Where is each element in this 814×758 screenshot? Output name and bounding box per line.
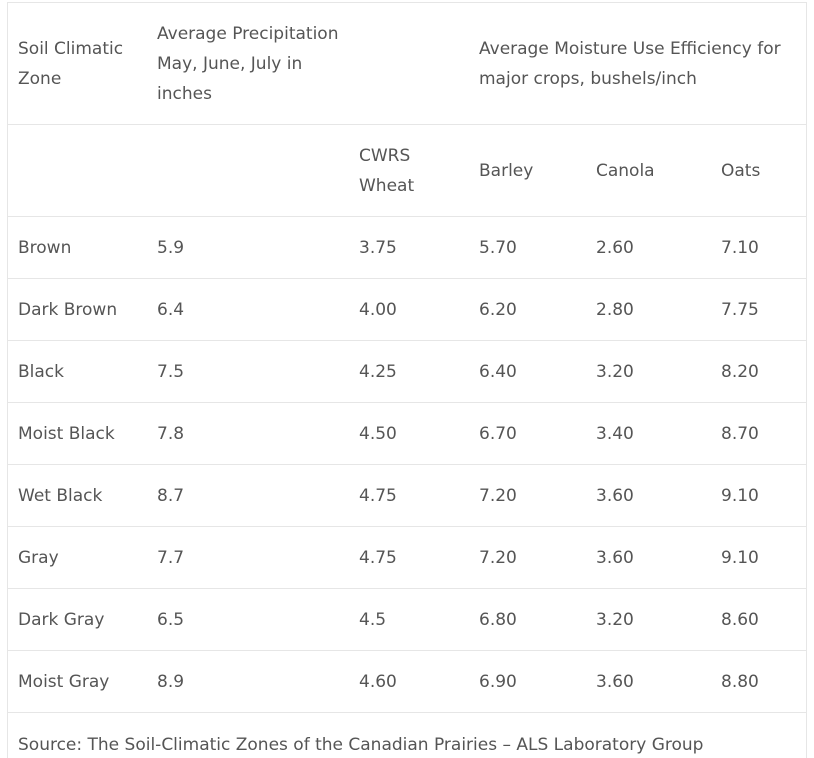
source-note: Source: The Soil-Climatic Zones of the Canadian Prairies – ALS Laboratory Group (18, 735, 704, 755)
cell-barley: 7.20 (469, 465, 586, 527)
cell-precip: 7.7 (147, 527, 349, 589)
cell-wheat: 4.60 (349, 651, 469, 713)
crop-header-canola: Canola (586, 125, 711, 217)
cell-wheat: 3.75 (349, 217, 469, 279)
crop-header-barley: Barley (469, 125, 586, 217)
cell-zone: Gray (8, 527, 147, 589)
cell-precip: 5.9 (147, 217, 349, 279)
cell-zone: Dark Brown (8, 279, 147, 341)
header-precipitation: Average Precipitation May, June, July in inches (147, 3, 349, 125)
cell-canola: 2.80 (586, 279, 711, 341)
cell-barley: 6.20 (469, 279, 586, 341)
header-zone: Soil Climatic Zone (8, 3, 147, 125)
table-row (8, 527, 807, 589)
crop-header-oats: Oats (711, 125, 807, 217)
cell-wheat: 4.25 (349, 341, 469, 403)
header-row (8, 3, 807, 125)
cell-wheat: 4.75 (349, 527, 469, 589)
cell-canola: 3.60 (586, 465, 711, 527)
table-row (8, 651, 807, 713)
cell-canola: 3.20 (586, 341, 711, 403)
header-empty (349, 3, 469, 125)
table-row (8, 217, 807, 279)
cell-wheat: 4.75 (349, 465, 469, 527)
table-row (8, 589, 807, 651)
table-row (8, 403, 807, 465)
cell-barley: 6.70 (469, 403, 586, 465)
cell-precip: 6.4 (147, 279, 349, 341)
cell-canola: 2.60 (586, 217, 711, 279)
cell-oats: 9.10 (711, 465, 807, 527)
cell-oats: 8.70 (711, 403, 807, 465)
cell-oats: 8.20 (711, 341, 807, 403)
cell-barley: 7.20 (469, 527, 586, 589)
cell-precip: 8.9 (147, 651, 349, 713)
table-row (8, 465, 807, 527)
cell-zone: Moist Black (8, 403, 147, 465)
cell-wheat: 4.50 (349, 403, 469, 465)
cell-barley: 5.70 (469, 217, 586, 279)
cell-zone: Wet Black (8, 465, 147, 527)
cell-barley: 6.90 (469, 651, 586, 713)
crop-header-empty-1 (8, 125, 147, 217)
crop-header-row (8, 125, 807, 217)
source-row (8, 713, 807, 758)
cell-wheat: 4.5 (349, 589, 469, 651)
cell-oats: 7.75 (711, 279, 807, 341)
crop-header-empty-2 (147, 125, 349, 217)
cell-oats: 9.10 (711, 527, 807, 589)
cell-zone: Black (8, 341, 147, 403)
header-moisture-efficiency: Average Moisture Use Efficiency for major crops, bushels/inch (469, 3, 807, 125)
cell-zone: Moist Gray (8, 651, 147, 713)
cell-zone: Dark Gray (8, 589, 147, 651)
table-row (8, 341, 807, 403)
cell-precip: 7.5 (147, 341, 349, 403)
cell-canola: 3.60 (586, 651, 711, 713)
cell-wheat: 4.00 (349, 279, 469, 341)
cell-precip: 6.5 (147, 589, 349, 651)
moisture-efficiency-table-container (7, 2, 807, 758)
cell-zone: Brown (8, 217, 147, 279)
cell-oats: 7.10 (711, 217, 807, 279)
cell-oats: 8.80 (711, 651, 807, 713)
cell-canola: 3.60 (586, 527, 711, 589)
cell-precip: 8.7 (147, 465, 349, 527)
moisture-efficiency-table (8, 3, 807, 758)
cell-barley: 6.80 (469, 589, 586, 651)
cell-canola: 3.40 (586, 403, 711, 465)
cell-barley: 6.40 (469, 341, 586, 403)
cell-precip: 7.8 (147, 403, 349, 465)
crop-header-wheat: CWRS Wheat (349, 125, 469, 217)
table-row (8, 279, 807, 341)
cell-canola: 3.20 (586, 589, 711, 651)
cell-oats: 8.60 (711, 589, 807, 651)
